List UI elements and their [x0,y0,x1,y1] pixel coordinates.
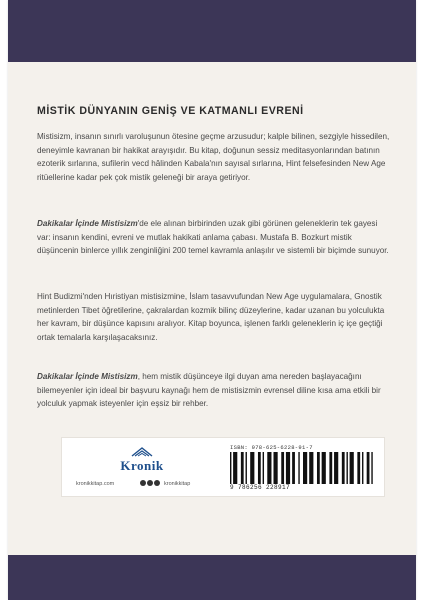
isbn-label: ISBN: 978-625-6228-91-7 [230,444,313,451]
barcode-bar [298,452,299,484]
x-icon [147,480,153,486]
publisher-website: kronikkitap.com [76,481,115,487]
book-title-emphasis: Dakikalar İçinde Mistisizm [37,219,138,228]
barcode-bar [281,452,284,484]
social-icons [140,480,160,486]
barcode-bar [367,452,370,484]
barcode-bar [342,452,345,484]
book-logo-icon [130,444,154,458]
paragraph-2 [37,217,393,258]
facebook-icon [140,480,146,486]
barcode-bar [263,452,264,484]
barcode-bar [267,452,271,484]
barcode-bar [241,452,244,484]
barcode-bar [233,452,237,484]
paragraph-4 [37,370,393,411]
barcode-bar [317,452,320,484]
barcode-bar [258,452,261,484]
publisher-handle: kronikkitap [164,481,191,487]
top-color-band [8,0,416,62]
barcode-bar [286,452,290,484]
barcode [230,452,376,484]
book-title-emphasis: Dakikalar İçinde Mistisizm [37,372,138,381]
publisher-name: Kronik [120,458,164,473]
back-cover [8,0,416,600]
barcode-bar [329,452,332,484]
bottom-color-band [8,555,416,600]
instagram-icon [154,480,160,486]
publisher-logo [62,438,222,496]
barcode-bar [362,452,363,484]
barcode-bar [346,452,347,484]
barcode-bar [303,452,307,484]
barcode-bar [250,452,254,484]
paragraph-3: Hint Budizmi'nden Hıristiyan mistisizmine, İslam tasavvufundan New Age uygulamalara, Gnostik metinlerden Tibet öğretilerine, çakralardan kozmik bilinç düzeylerine, kadar uzanan bu yolculukta her kavram, bir düşünce kapısını aralıyor. Kitap boyunca, işlenen farklı geleneklerin iç içe geçtiği ortak temalarla karşılaşacaksınız. [37,292,385,342]
publisher-box [61,437,385,497]
paragraph-2-text: 'de ele alınan birbirinden uzak gibi görünen geleneklerin tek gayesi var: insanın kendini, evreni ve mutlak hakikati anlama çabası. Mustafa B. Bozkurt mistik düşüncenin binlerce yıllık zenginliğini 200 temel kavramla anlaşılır ve sistemli bir biçimde sunuyor. [37,219,389,255]
barcode-bar [273,452,277,484]
barcode-bar [350,452,354,484]
barcode-bar [309,452,313,484]
barcode-bar [230,452,231,484]
paragraph-1: Mistisizm, insanın sınırlı varoluşunun ötesine geçme arzusudur; kalple bilinen, sezgiyle hissedilen, deneyimle kavranan bir hakikat arayışıdır. Bu kitap, doğunun sessiz meditasyonlarından batının ezoterik sırlarına, sufilerin vecd hâlinden Kabala'nın sayısal sırlarına, Hint felsefesinden New Age ritüellerine kadar pek çok mistik geleneği bir araya getiriyor. [37,132,390,182]
barcode-bar [371,452,372,484]
barcode-bar [246,452,247,484]
barcode-digits: 9 786256 228917 [230,484,291,491]
cover-heading: MİSTİK DÜNYANIN GENİŞ VE KATMANLI EVRENİ [37,105,304,117]
paragraph-4-text: , hem mistik düşünceye ilgi duyan ama nereden başlayacağını bilemeyenler için ideal bir başvuru kaynağı hem de mistisizmin evrensel diline kısa ama etkili bir yolculuk yapmak isteyenler için eşsiz bir rehber. [37,372,381,408]
barcode-bar [357,452,360,484]
barcode-bar [292,452,295,484]
barcode-bar [322,452,326,484]
barcode-bar [334,452,338,484]
